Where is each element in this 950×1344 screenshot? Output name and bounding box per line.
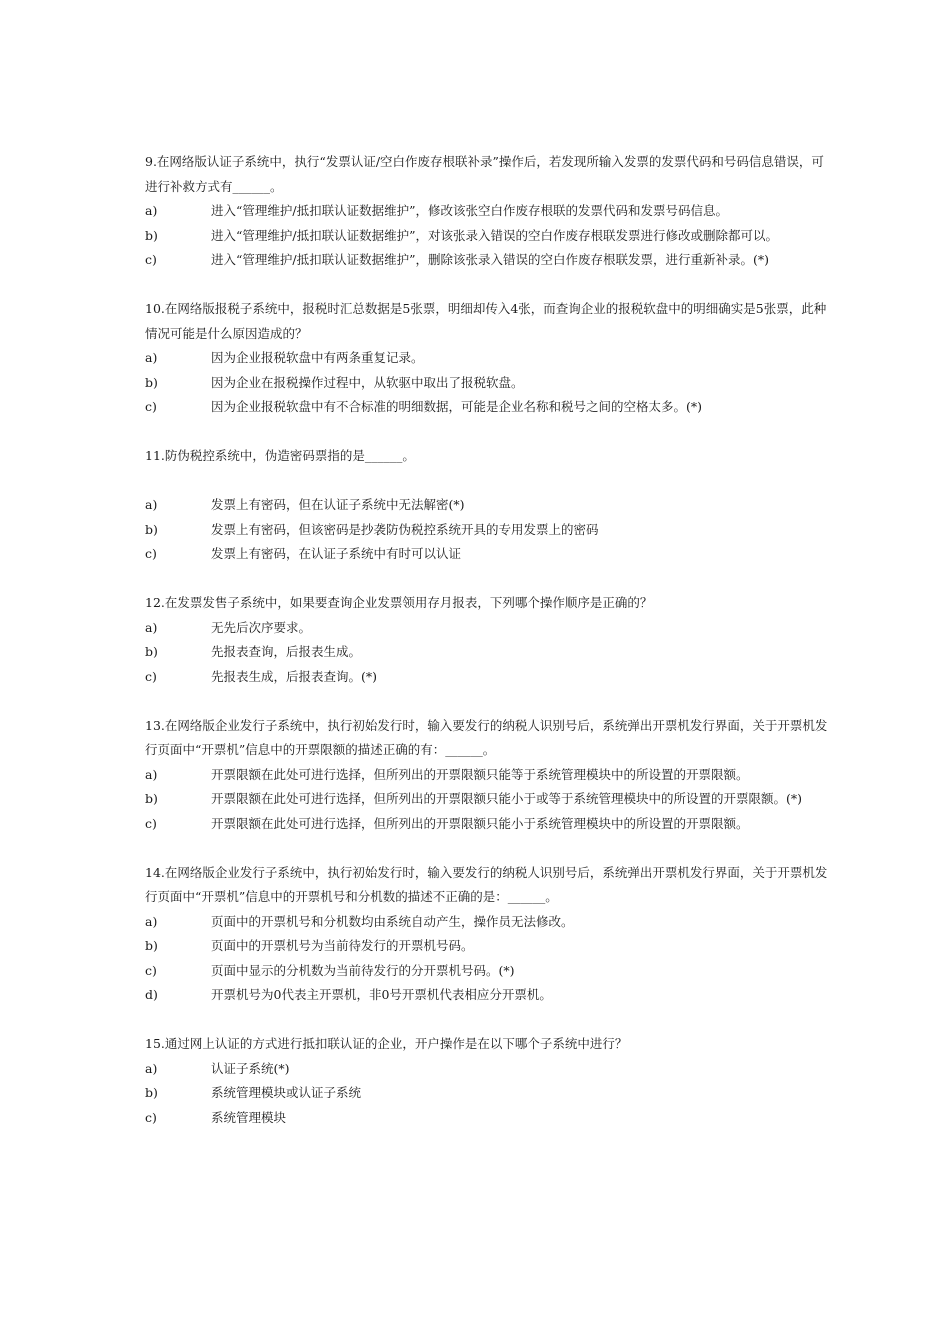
question-11 [145,444,835,567]
option-text: 开票限额在此处可进行选择，但所列出的开票限额只能等于系统管理模块中的所设置的开票限额。 [211,766,749,782]
option-c [145,248,835,273]
option-letter: d) [145,987,158,1002]
option-text: 进入“管理维护/抵扣联认证数据维护”，对该张录入错误的空白作废存根联发票进行修改或删除都可以。 [211,227,778,243]
option-text: 页面中显示的分机数为当前待发行的分开票机号码。(*) [211,962,515,978]
option-text: 页面中的开票机号和分机数均由系统自动产生，操作员无法修改。 [211,913,574,929]
option-b [145,518,835,543]
option-c [145,542,835,567]
option-letter: c) [145,546,157,561]
option-letter: b) [145,644,158,659]
option-letter: a) [145,619,158,635]
option-text: 发票上有密码，但在认证子系统中无法解密(*) [211,497,465,512]
option-text: 进入“管理维护/抵扣联认证数据维护”，删除该张录入错误的空白作废存根联发票，进行重新补录。(*) [211,252,769,267]
option-c [145,959,835,984]
question-stem: 10.在网络版报税子系统中，报税时汇总数据是5张票，明细却传入4张，而查询企业的报税软盘中的明细确实是5张票，此种情况可能是什么原因造成的？ [145,301,827,341]
option-b [145,1081,835,1106]
option-d [145,983,835,1008]
option-letter: a) [145,203,158,218]
option-letter: a) [145,497,158,512]
option-a [145,616,835,641]
option-text: 开票限额在此处可进行选择，但所列出的开票限额只能小于系统管理模块中的所设置的开票限额。 [211,815,749,831]
question-12 [145,591,835,689]
option-c [145,395,835,420]
option-text: 因为企业报税软盘中有两条重复记录。 [211,350,424,365]
question-15 [145,1032,835,1130]
option-letter: b) [145,374,158,390]
option-text: 先报表生成，后报表查询。(*) [211,668,378,684]
option-text: 开票机号为0代表主开票机，非0号开票机代表相应分开票机。 [211,987,552,1002]
option-b [145,640,835,665]
option-b [145,934,835,959]
option-text: 发票上有密码，但该密码是抄袭防伪税控系统开具的专用发票上的密码 [211,521,599,537]
question-list [145,150,835,1155]
option-text: 页面中的开票机号为当前待发行的开票机号码。 [211,938,474,953]
option-b [145,371,835,396]
option-c [145,1106,835,1131]
question-stem: 14.在网络版企业发行子系统中，执行初始发行时，输入要发行的纳税人识别号后，系统弹出开票机发行界面，关于开票机发行页面中“开票机”信息中的开票机号和分机数的描述不正确的是：______。 [145,864,828,904]
option-a [145,493,835,518]
option-letter: c) [145,1109,157,1125]
option-text: 进入“管理维护/抵扣联认证数据维护”，修改该张空白作废存根联的发票代码和发票号码信息。 [211,203,728,218]
option-a [145,346,835,371]
option-letter: a) [145,350,158,365]
option-text: 系统管理模块或认证子系统 [211,1085,362,1100]
option-letter: c) [145,399,157,414]
option-text: 因为企业在报税操作过程中，从软驱中取出了报税软盘。 [211,374,524,390]
option-letter: b) [145,791,158,806]
option-text: 发票上有密码，在认证子系统中有时可以认证 [211,546,462,561]
question-14 [145,861,835,1008]
question-stem: 9.在网络版认证子系统中，执行“发票认证/空白作废存根联补录”操作后，若发现所输入发票的发票代码和号码信息错误，可进行补救方式有______。 [145,154,824,194]
option-letter: c) [145,815,157,831]
option-c [145,812,835,837]
option-letter: b) [145,938,158,953]
option-letter: a) [145,766,158,782]
option-text: 先报表查询，后报表生成。 [211,644,362,659]
question-stem: 12.在发票发售子系统中，如果要查询企业发票领用存月报表，下列哪个操作顺序是正确的？ [145,595,653,610]
option-a [145,763,835,788]
option-letter: c) [145,252,157,267]
option-letter: a) [145,913,158,929]
option-text: 无先后次序要求。 [211,619,312,635]
option-c [145,665,835,690]
option-letter: a) [145,1060,158,1076]
option-a [145,910,835,935]
option-b [145,224,835,249]
question-stem: 15.通过网上认证的方式进行抵扣联认证的企业，开户操作是在以下哪个子系统中进行？ [145,1036,628,1051]
option-letter: c) [145,668,157,684]
question-9 [145,150,835,273]
option-b [145,787,835,812]
option-a [145,1057,835,1082]
option-a [145,199,835,224]
option-letter: b) [145,521,158,537]
option-letter: b) [145,1085,158,1100]
option-text: 因为企业报税软盘中有不合标准的明细数据，可能是企业名称和税号之间的空格太多。(*) [211,399,703,414]
question-stem: 13.在网络版企业发行子系统中，执行初始发行时，输入要发行的纳税人识别号后，系统弹出开票机发行界面，关于开票机发行页面中“开票机”信息中的开票限额的描述正确的有：______。 [145,717,828,757]
question-13 [145,714,835,837]
option-text: 开票限额在此处可进行选择，但所列出的开票限额只能小于或等于系统管理模块中的所设置的开票限额。(*) [211,791,803,806]
question-10 [145,297,835,420]
option-text: 系统管理模块 [211,1109,287,1125]
option-letter: b) [145,227,158,243]
option-text: 认证子系统(*) [211,1060,290,1076]
question-stem: 11.防伪税控系统中，伪造密码票指的是______。 [145,448,415,463]
option-letter: c) [145,962,157,978]
